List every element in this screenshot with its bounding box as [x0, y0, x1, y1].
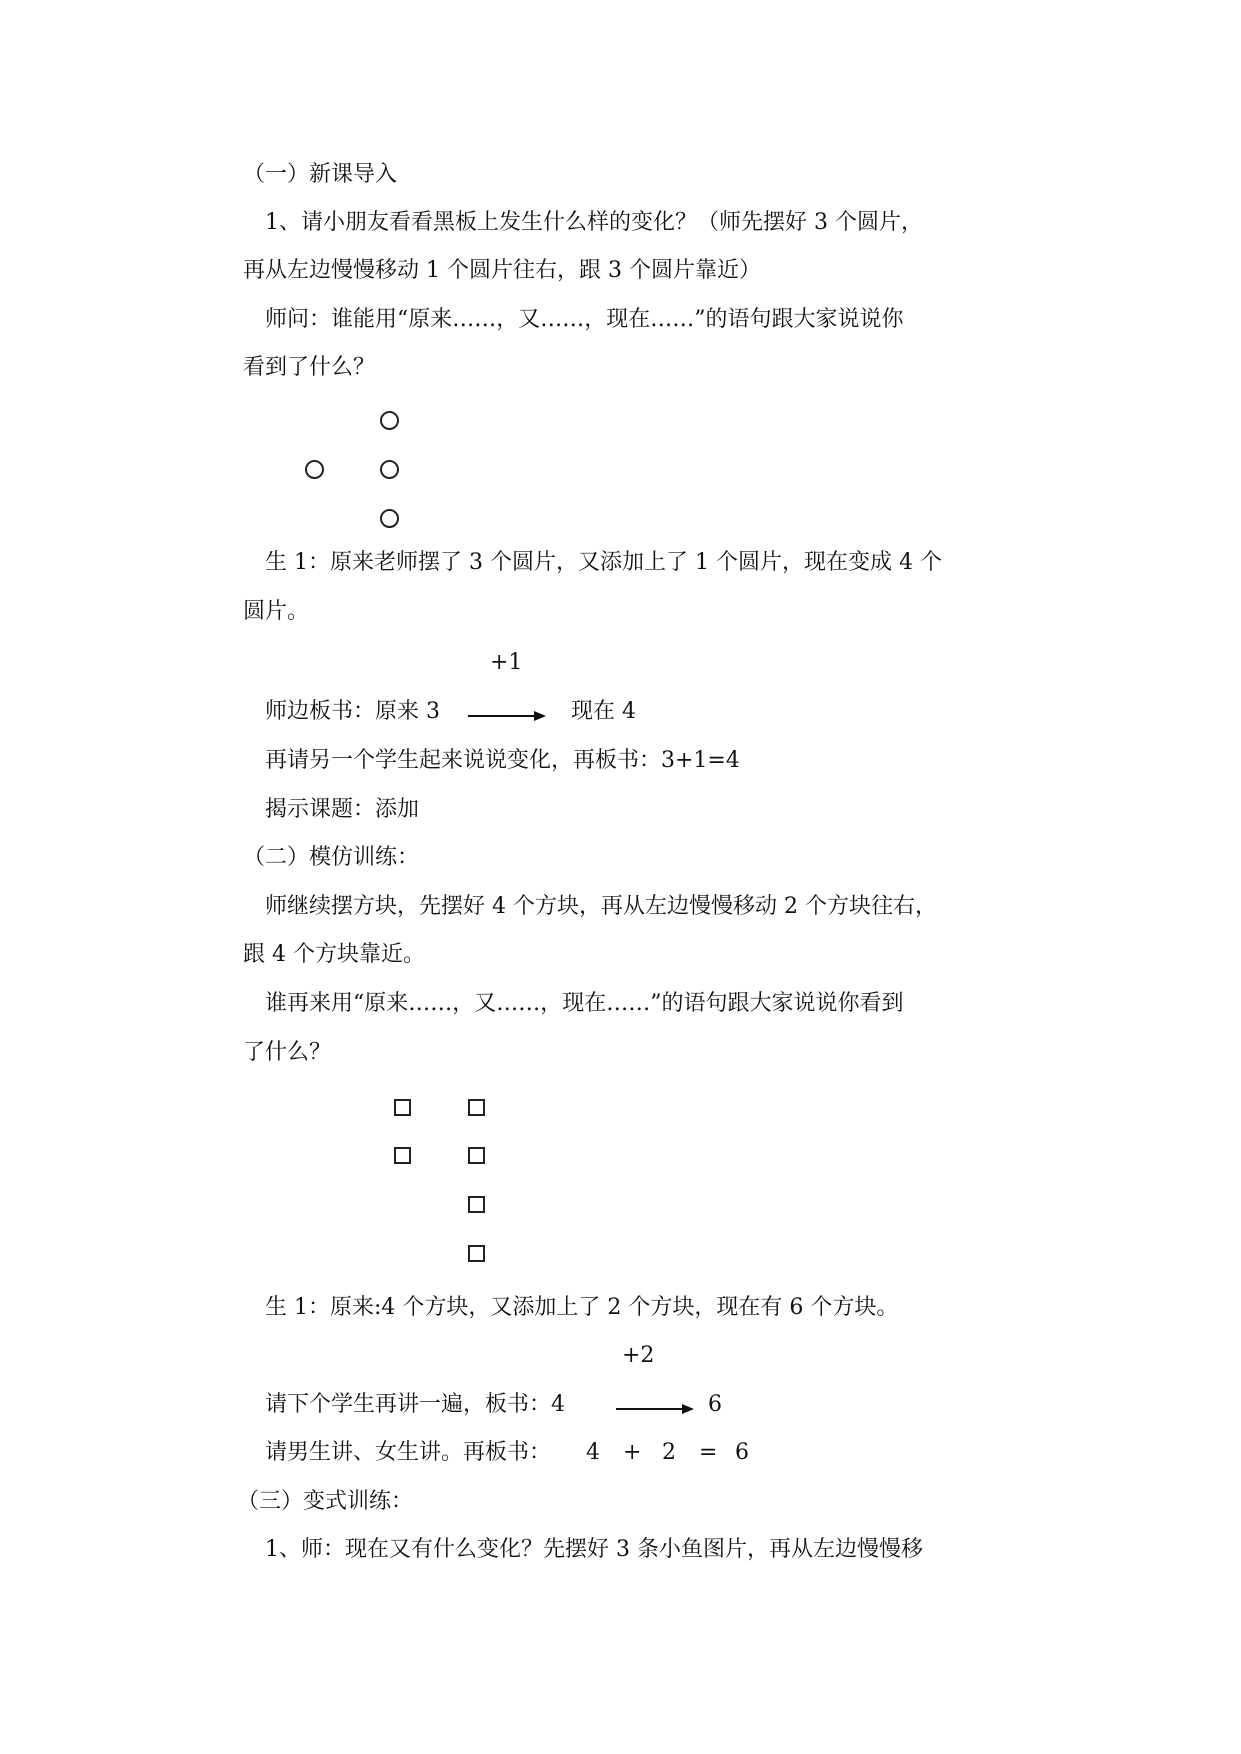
section-2-ask-line-2: 了什么？ [243, 1040, 332, 1065]
square-shape [468, 1099, 485, 1116]
arrow-label-2: +2 [622, 1343, 655, 1368]
circle-shape [380, 509, 399, 528]
student-1-answer-line-2: 圆片。 [243, 599, 310, 624]
student-1-answer-line-1: 生 1：原来老师摆了 3 个圆片，又添加上了 1 个圆片，现在变成 4 个 [265, 550, 942, 575]
section-3-heading: （三）变式训练： [237, 1489, 414, 1514]
right-arrow-icon [468, 708, 548, 724]
square-shape [468, 1196, 485, 1213]
equation-plus: + [623, 1440, 642, 1465]
section-3-paragraph-line-1: 1、师：现在又有什么变化？先摆好 3 条小鱼图片，再从左边慢慢移 [265, 1537, 923, 1562]
equation-term-b: 2 [662, 1440, 676, 1465]
another-student-line: 再请另一个学生起来说说变化，再板书：3+1=4 [265, 748, 740, 773]
teacher-ask-line-1: 师问：谁能用“原来……，又……，现在……”的语句跟大家说说你 [265, 307, 904, 332]
section-1-heading: （一）新课导入 [243, 162, 398, 187]
board-writing-2-suffix: 6 [708, 1392, 722, 1417]
circle-shape [380, 411, 399, 430]
question-1-line-1: 1、请小朋友看看黑板上发生什么样的变化？（师先摆好 3 个圆片， [265, 210, 923, 235]
section-2-paragraph-line-1: 师继续摆方块，先摆好 4 个方块，再从左边慢慢移动 2 个方块往右， [265, 894, 937, 919]
equation-result: 6 [735, 1440, 749, 1465]
section-2-student-1-answer: 生 1：原来:4 个方块，又添加上了 2 个方块，现在有 6 个方块。 [265, 1295, 899, 1320]
section-2-heading: （二）模仿训练： [243, 845, 420, 870]
section-2-ask-line-1: 谁再来用“原来……，又……，现在……”的语句跟大家说说你看到 [265, 991, 904, 1016]
circle-shape [380, 460, 399, 479]
square-shape [394, 1147, 411, 1164]
square-shape [394, 1099, 411, 1116]
arrow-label: +1 [490, 650, 523, 675]
circle-shape [305, 460, 324, 479]
board-writing-suffix: 现在 4 [571, 699, 636, 724]
section-2-paragraph-line-2: 跟 4 个方块靠近。 [243, 942, 425, 967]
square-shape [468, 1245, 485, 1262]
equation-prefix: 请男生讲、女生讲。再板书： [265, 1440, 552, 1465]
equation-term-a: 4 [586, 1440, 600, 1465]
equation-equals: = [699, 1440, 718, 1465]
square-shape [468, 1147, 485, 1164]
board-writing-prefix: 师边板书：原来 3 [265, 699, 440, 724]
question-1-line-2: 再从左边慢慢移动 1 个圆片往右，跟 3 个圆片靠近） [243, 258, 761, 283]
right-arrow-icon [616, 1401, 696, 1417]
board-writing-2-prefix: 请下个学生再讲一遍，板书：4 [265, 1392, 565, 1417]
teacher-ask-line-2: 看到了什么？ [243, 355, 376, 380]
topic-line: 揭示课题：添加 [265, 797, 420, 822]
